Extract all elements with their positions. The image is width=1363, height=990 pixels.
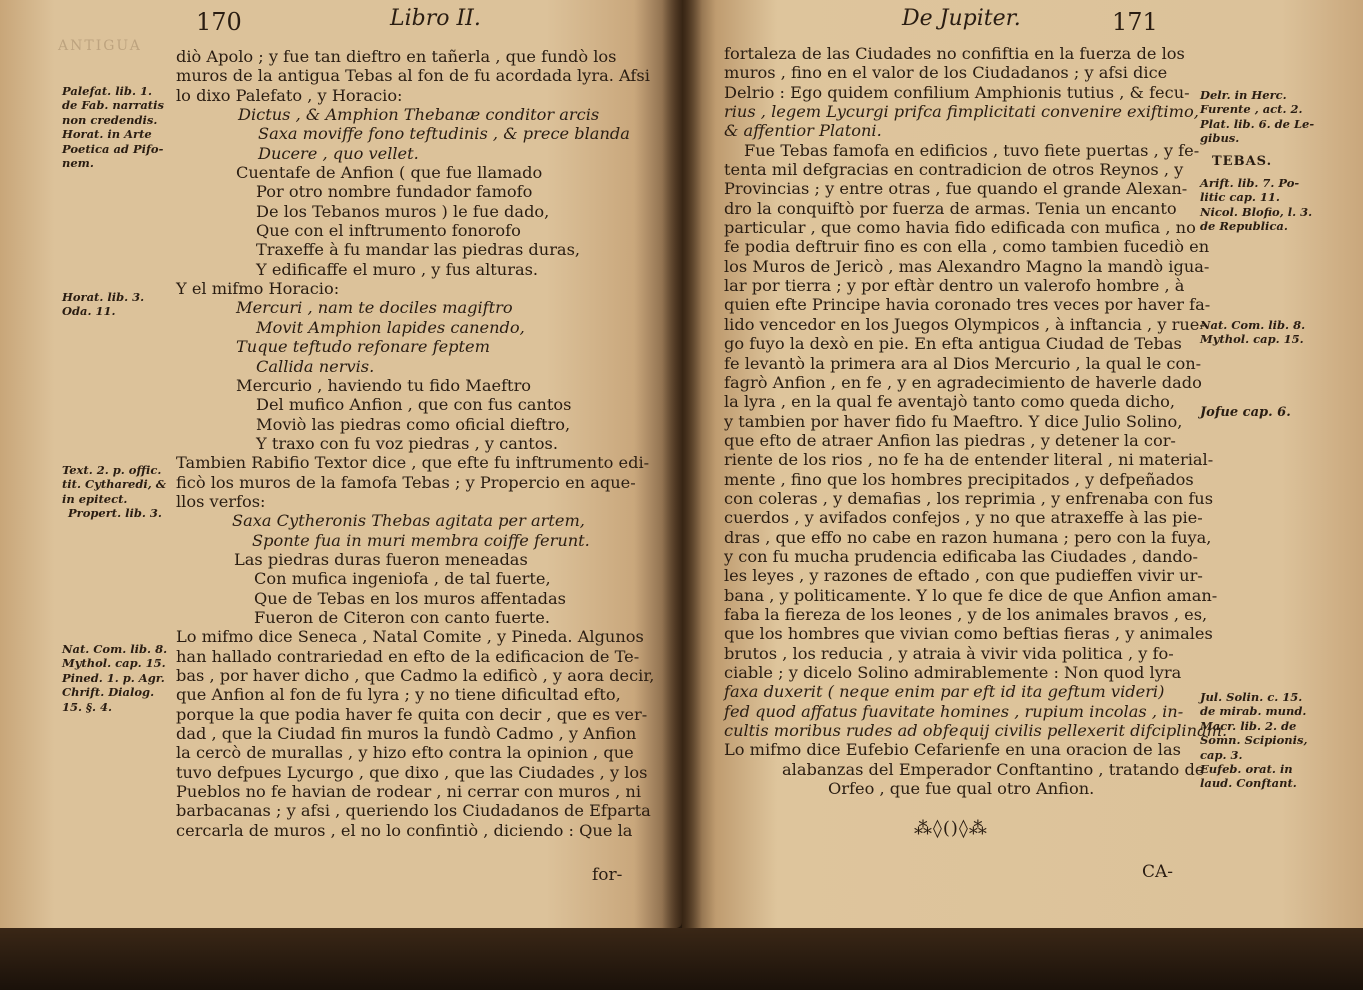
text-line: fe podia deftruir fino es con ella , como tambien fucediò en [724, 237, 1210, 257]
verse-line: Saxa Cytheronis Thebas agitata per artem, [232, 511, 585, 531]
margin-note: Delr. in Herc. Furente , act. 2. Plat. lib. 6. de Le- gibus. [1200, 88, 1315, 146]
catchword-left: for- [592, 865, 623, 885]
text-line: brutos , los reducia , y atraia à vivir vida politica , y fo- [724, 643, 1174, 663]
text-line: & affentior Platoni. [724, 121, 882, 141]
text-line: ciable ; y dicelo Solino admirablemente : Non quod lyra [724, 663, 1182, 682]
verse-line: Por otro nombre fundador famofo [256, 182, 533, 202]
text-line: Lo mifmo dice Eufebio Cefarienfe en una oracion de las [724, 740, 1181, 760]
text-line: lar por tierra ; y por eftàr dentro un valerofo hombre , à [724, 276, 1185, 296]
text-line: alabanzas del Emperador Conftantino , tratando de [782, 759, 1205, 779]
verse-line: De los Tebanos muros ) le fue dado, [256, 201, 550, 221]
text-line: tuvo defpues Lycurgo , que dixo , que las Ciudades , y los [176, 762, 648, 782]
text-line: fed quod affatus fuavitate homines , rupium incolas , in- [724, 701, 1184, 721]
text-line: cuerdos , y avifados confejos , y no que atraxeffe à las pie- [724, 508, 1203, 528]
margin-note: Nat. Com. lib. 8. Mythol. cap. 15. [1200, 318, 1306, 347]
text-line: Provincias ; y entre otras , fue quando el grande Alexan- [724, 179, 1188, 199]
verse-line: Y traxo con fu voz piedras , y cantos. [256, 433, 559, 453]
verse-line: Saxa moviffe fono teftudinis , & prece blanda [258, 124, 630, 144]
text-line: cultis moribus rudes ad obfequij civilis pellexerit difciplinam. [724, 721, 1228, 741]
text-line: han hallado contrariedad en efto de la edificacion de Te- [176, 646, 640, 666]
verse-line: Mercurio , haviendo tu fido Maeftro [236, 375, 532, 395]
text-line: go fuyo la dexò en pie. En efta antigua Ciudad de Tebas [724, 334, 1182, 354]
body-text-right [724, 44, 1227, 798]
background-surface [0, 928, 1363, 990]
verse-line: Mercuri , nam te dociles magiftro [236, 298, 513, 318]
verse-line: Y edificaffe el muro , y fus alturas. [256, 259, 539, 279]
text-line: la lyra , en la qual fe aventajò tanto como queda dicho, [724, 392, 1176, 412]
text-line: les leyes , y razones de eftado , con que pudieffen vivir ur- [724, 566, 1203, 586]
text-line: y con fu mucha prudencia edificaba las Ciudades , dando- [724, 546, 1199, 566]
text-line: y tambien por haver fido fu Maeftro. Y dice Julio Solino, [724, 411, 1183, 431]
verse-line: Las piedras duras fueron meneadas [234, 549, 528, 569]
verse-line: Que con el inftrumento fonorofo [256, 221, 521, 241]
verse-line: Cuentafe de Anfion ( que fue llamado [236, 163, 543, 183]
text-line: porque la que podia haver fe quita con decir , que es ver- [176, 704, 648, 724]
text-line: diò Apolo ; y fue tan dieftro en tañerla , que fundò los [176, 47, 617, 66]
text-line: tenta mil defgracias en contradicion de otros Reynos , y [724, 160, 1184, 180]
verse-line: Con mufica ingeniofa , de tal fuerte, [254, 569, 551, 589]
text-line: que Anfion al fon de fu lyra ; y no tiene dificultad efto, [176, 685, 621, 705]
text-line: dad , que la Ciudad fin muros la fundò Cadmo , y Anfion [176, 724, 637, 744]
page-number-left: 170 [196, 8, 242, 36]
margin-note: Text. 2. p. offic. tit. Cytharedi, & in epitect. Propert. lib. 3. [62, 463, 167, 521]
text-line: fe levantò la primera ara al Dios Mercurio , la qual le con- [724, 353, 1202, 373]
text-line: Tambien Rabifio Textor dice , que efte fu inftrumento edi- [176, 453, 650, 473]
verse-line: Dictus , & Amphion Thebanæ conditor arcis [238, 105, 600, 125]
margin-heading: TEBAS. [1212, 154, 1273, 169]
margin-note: Arift. lib. 7. Po- litic cap. 11. Nicol. Blofio, l. 3. de Republica. [1200, 176, 1313, 234]
text-line: mente , fino que los hombres precipitados , y defpeñados [724, 469, 1194, 489]
verse-line: Traxeffe à fu mandar las piedras duras, [256, 240, 581, 260]
margin-note: Jofue cap. 6. [1200, 405, 1291, 420]
text-line: lo dixo Palefato , y Horacio: [176, 85, 403, 105]
text-line: barbacanas ; y afsi , queriendo los Ciudadanos de Efparta [176, 801, 651, 821]
ornament-glyph: ⁂◊()◊⁂ [914, 818, 988, 839]
body-text-left [176, 47, 654, 840]
text-line: muros de la antigua Tebas al fon de fu acordada lyra. Afsi [176, 66, 650, 86]
text-line: bana , y politicamente. Y lo que fe dice de que Anfion aman- [724, 585, 1218, 605]
text-line: lido vencedor en los Juegos Olympicos , à inftancia , y rue- [724, 314, 1205, 334]
text-line: faba la fiereza de los leones , y de los animales bravos , es, [724, 604, 1208, 624]
book-gutter [662, 0, 702, 930]
text-line: bas , por haver dicho , que Cadmo la edificò , y aora decir, [176, 666, 655, 685]
text-line: Delrio : Ego quidem confilium Amphionis tutius , & fecu- [724, 82, 1190, 102]
text-line: la cercò de murallas , y hizo efto contra la opinion , que [176, 743, 634, 763]
text-line: cercarla de muros , el no lo confintiò , diciendo : Que la [176, 820, 633, 840]
margin-note: Nat. Com. lib. 8. Mythol. cap. 15. Pined. 1. p. Agr. Chrift. Dialog. 15. §. 4. [62, 642, 168, 714]
text-line: Lo mifmo dice Seneca , Natal Comite , y Pineda. Algunos [176, 627, 644, 647]
text-line: quien efte Principe havia coronado tres veces por haver fa- [724, 295, 1211, 315]
text-line: con coleras , y demafias , los reprimia , y enfrenaba con fus [724, 488, 1214, 508]
margin-note: Jul. Solin. c. 15. de mirab. mund. Macr. lib. 2. de Somn. Scipionis, cap. 3. Eufeb. orat. in laud. Conftant. [1200, 690, 1308, 791]
text-line: llos verfos: [176, 491, 266, 511]
verse-line: Fueron de Citeron con canto fuerte. [254, 607, 550, 627]
right-page [682, 0, 1363, 928]
text-line: Y el mifmo Horacio: [176, 279, 340, 299]
text-line: dro la conquiftò por fuerza de armas. Tenia un encanto [724, 198, 1177, 218]
text-line: Orfeo , que fue qual otro Anfion. [828, 779, 1095, 799]
verse-line: Tuque teftudo refonare feptem [236, 337, 490, 357]
bleed-through-text: ANTIGUA [58, 38, 142, 54]
verse-line: Ducere , quo vellet. [258, 143, 419, 163]
text-line: que efto de atraer Anfion las piedras , y detener la cor- [724, 430, 1176, 450]
running-header-right: De Jupiter. [902, 6, 1021, 31]
text-line: particular , que como havia fido edificada con mufica , no [724, 218, 1196, 238]
text-line: dras , que effo no cabe en razon humana ; pero con la fuya, [724, 527, 1212, 547]
text-line: riente de los rios , no fe ha de entender literal , ni material- [724, 450, 1214, 470]
text-line: Pueblos no fe havian de rodear , ni cerrar con muros , ni [176, 782, 642, 802]
verse-line: Callida nervis. [256, 356, 375, 376]
margin-note: Palefat. lib. 1. de Fab. narratis non credendis. Horat. in Arte Poetica ad Pifo- nem. [62, 84, 164, 171]
margin-note: Horat. lib. 3. Oda. 11. [62, 290, 145, 319]
left-page [0, 0, 682, 928]
catchword-right: CA- [1142, 862, 1174, 882]
running-header-left: Libro II. [390, 6, 481, 31]
verse-line: Que de Tebas en los muros affentadas [254, 588, 566, 608]
text-line: ficò los muros de la famofa Tebas ; y Propercio en aque- [176, 472, 636, 492]
verse-line: Movit Amphion lapides canendo, [256, 317, 525, 337]
text-line: faxa duxerit ( neque enim par eft id ita geftum videri) [724, 682, 1165, 702]
text-line: muros , fino en el valor de los Ciudadanos ; y afsi dice [724, 63, 1168, 83]
text-line: Fue Tebas famofa en edificios , tuvo fiete puertas , y fe- [744, 140, 1200, 160]
text-line: rius , legem Lycurgi prifca fimplicitati convenire exiftimo, [724, 102, 1199, 122]
verse-line: Del mufico Anfion , que con fus cantos [256, 395, 572, 415]
text-line: que los hombres que vivian como beftias fieras , y animales [724, 624, 1213, 644]
text-line: fortaleza de las Ciudades no confiftia en la fuerza de los [724, 44, 1185, 63]
verse-line: Moviò las piedras como oficial dieftro, [256, 414, 571, 434]
page-number-right: 171 [1112, 8, 1158, 36]
verse-line: Sponte fua in muri membra coiffe ferunt. [252, 530, 590, 550]
text-line: fagrò Anfion , en fe , y en agradecimiento de haverle dado [724, 372, 1202, 392]
text-line: los Muros de Jericò , mas Alexandro Magno la mandò igua- [724, 256, 1210, 276]
